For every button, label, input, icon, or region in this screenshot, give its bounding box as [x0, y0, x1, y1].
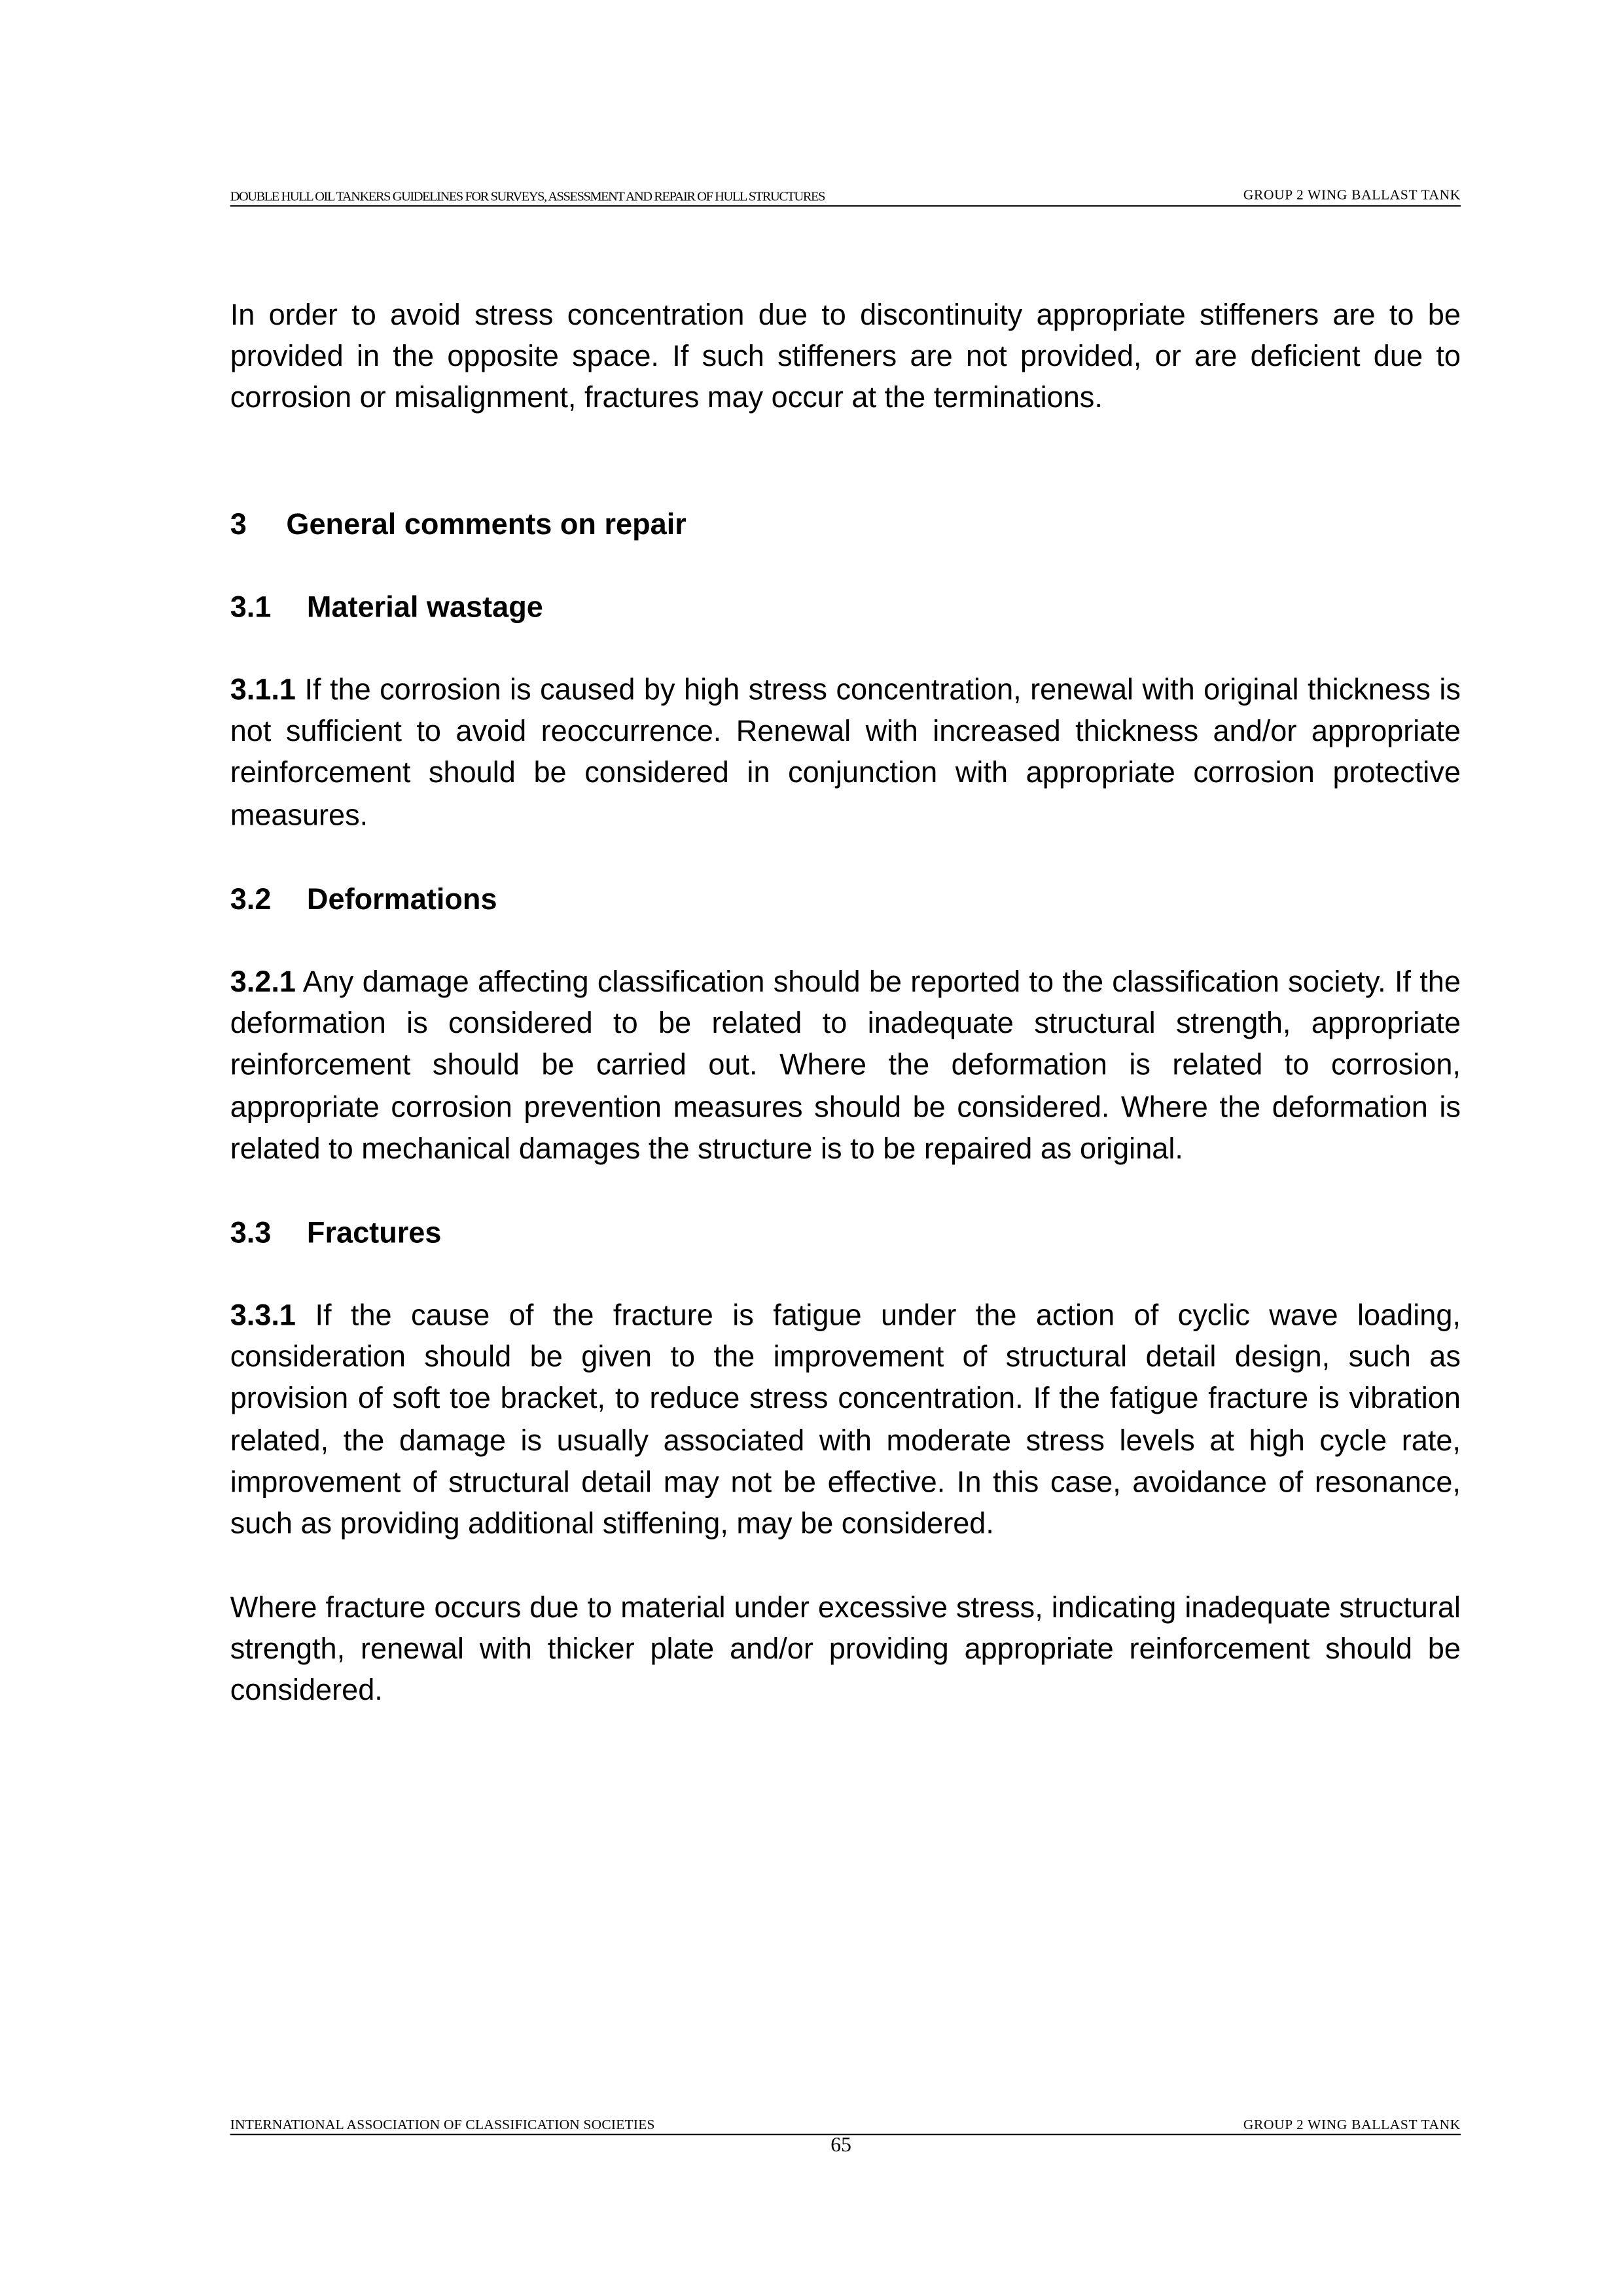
footer-section: GROUP 2 WING BALLAST TANK — [1243, 2119, 1461, 2134]
section-title: Material wastage — [306, 592, 543, 624]
section-title: General comments on repair — [286, 509, 687, 542]
section-title: Fractures — [306, 1217, 442, 1250]
paragraph-3-2-1 — [230, 962, 1461, 1170]
section-number: 3 — [230, 509, 247, 542]
section-3-3-heading — [230, 1213, 442, 1254]
page-number: 65 — [830, 2135, 851, 2158]
paragraph-3-3-1 — [230, 1295, 1461, 1545]
footer-organization: INTERNATIONAL ASSOCIATION OF CLASSIFICATION SOCIETIES — [230, 2119, 655, 2134]
section-3-heading — [230, 505, 687, 546]
paragraph-text: Any damage affecting classification should be reported to the classification society. If the deformation is considered to be related to inadequate structural strength, appropriate reinforcement should be carried out. Where the deformation is related to corrosion, appropriate corrosion prevention measures should be considered. Where the deformation is related to mechanical damages the structure is to be repaired as original. — [230, 966, 1461, 1166]
intro-paragraph: In order to avoid stress concentration due to discontinuity appropriate stiffeners are to be provided in the opposite space. If such stiffeners are not provided, or are deficient due to corrosion or misalignment, fractures may occur at the terminations. — [230, 299, 1461, 416]
section-number: 3.3 — [230, 1217, 272, 1250]
section-3-2-heading — [230, 880, 497, 921]
section-3-1-heading — [230, 587, 543, 628]
paragraph-number: 3.1.1 — [230, 674, 296, 707]
paragraph-3-1-1 — [230, 670, 1461, 836]
paragraph-text: If the corrosion is caused by high stress concentration, renewal with original thickness is not sufficient to avoid reoccurrence. Renewal with increased thickness and/or appropriate reinforcement should be considered in conjunction with appropriate corrosion protective measures. — [230, 674, 1461, 832]
paragraph-number: 3.3.1 — [230, 1300, 296, 1333]
paragraph-number: 3.2.1 — [230, 966, 296, 999]
paragraph-text: If the cause of the fracture is fatigue under the action of cyclic wave loading, consideration should be given to the improvement of structural detail design, such as provision of soft toe bracket, to reduce stress concentration. If the fatigue fracture is vibration related, the damage is usually associated with moderate stress levels at high cycle rate, improvement of structural detail may not be effective. In this case, avoidance of resonance, such as providing additional stiffening, may be considered. — [230, 1300, 1461, 1541]
final-paragraph: Where fracture occurs due to material under excessive stress, indicating inadequate structural strength, renewal with thicker plate and/or providing appropriate reinforcement should be considered. — [230, 1592, 1461, 1708]
header-rule — [230, 205, 1461, 206]
section-number: 3.2 — [230, 884, 272, 917]
header-title: DOUBLE HULL OIL TANKERS GUIDELINES FOR SURVEYS, ASSESSMENT AND REPAIR OF HULL STRUCTURES — [230, 188, 825, 204]
header-section: GROUP 2 WING BALLAST TANK — [1243, 188, 1461, 204]
section-title: Deformations — [306, 884, 497, 917]
section-number: 3.1 — [230, 592, 272, 624]
